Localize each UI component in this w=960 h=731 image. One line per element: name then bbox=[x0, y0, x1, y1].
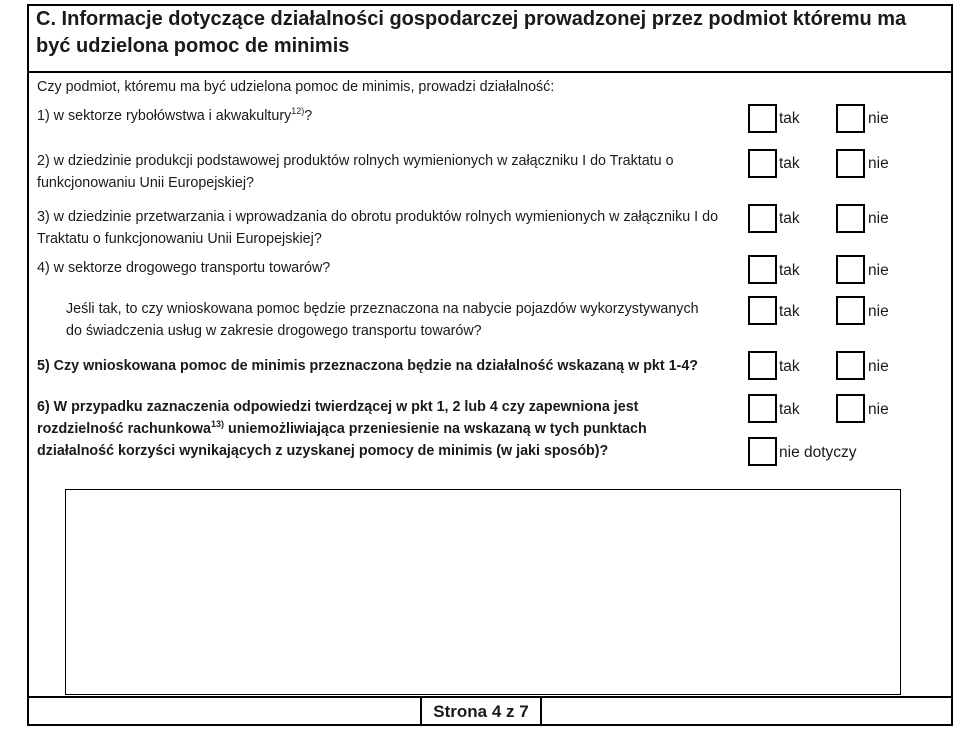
question-3: 3) w dziedzinie przetwarzania i wprowadzania do obrotu produktów rolnych wymienionych w załączniku I do Traktatu o funkcjonowaniu Unii Europejskiej? bbox=[37, 209, 719, 247]
q1-yes-checkbox[interactable] bbox=[748, 104, 777, 133]
section-title: C. Informacje dotyczące działalności gospodarczej prowadzonej przez podmiot któremu ma być udzielona pomoc de minimis bbox=[36, 8, 907, 57]
q3-no-checkbox[interactable] bbox=[836, 204, 865, 233]
title-divider bbox=[29, 71, 951, 73]
question-1-tail: ? bbox=[304, 108, 313, 124]
question-1 bbox=[37, 105, 312, 127]
q6-not-applicable-label: nie dotyczy bbox=[779, 444, 857, 461]
footnote-ref-12: 12) bbox=[291, 106, 305, 117]
question-6-line-3: działalność korzyści wynikających z uzyskanej pomocy de minimis (w jaki sposób)? bbox=[37, 443, 609, 459]
q4a-yes-checkbox[interactable] bbox=[748, 296, 777, 325]
question-2: 2) w dziedzinie produkcji podstawowej produktów rolnych wymienionych w załączniku I do Traktatu o funkcjonowaniu Unii Europejskiej? bbox=[37, 153, 674, 191]
q5-no-label: nie bbox=[868, 358, 889, 375]
q6-no-label: nie bbox=[868, 401, 889, 418]
q2-no-checkbox[interactable] bbox=[836, 149, 865, 178]
q6-not-applicable-checkbox[interactable] bbox=[748, 437, 777, 466]
q4-yes-checkbox[interactable] bbox=[748, 255, 777, 284]
question-4a: Jeśli tak, to czy wnioskowana pomoc będzie przeznaczona na nabycie pojazdów wykorzystywanych do świadczenia usług w zakresie drogowego transportu towarów? bbox=[66, 301, 699, 339]
q4a-yes-label: tak bbox=[779, 303, 800, 320]
footnote-ref-13: 13) bbox=[211, 419, 225, 430]
q3-yes-checkbox[interactable] bbox=[748, 204, 777, 233]
q6-yes-label: tak bbox=[779, 401, 800, 418]
q1-no-label: nie bbox=[868, 110, 889, 127]
question-6-line-2a: rozdzielność rachunkowa bbox=[37, 421, 211, 437]
q5-yes-label: tak bbox=[779, 358, 800, 375]
question-4: 4) w sektorze drogowego transportu towarów? bbox=[37, 260, 331, 276]
question-6-line-1: 6) W przypadku zaznaczenia odpowiedzi twierdzącej w pkt 1, 2 lub 4 czy zapewniona jest bbox=[37, 399, 639, 415]
q3-no-label: nie bbox=[868, 210, 889, 227]
q4-no-checkbox[interactable] bbox=[836, 255, 865, 284]
q1-yes-label: tak bbox=[779, 110, 800, 127]
q4-yes-label: tak bbox=[779, 262, 800, 279]
q6-no-checkbox[interactable] bbox=[836, 394, 865, 423]
q6-answer-textbox[interactable] bbox=[65, 489, 901, 695]
q1-no-checkbox[interactable] bbox=[836, 104, 865, 133]
footer-divider bbox=[29, 696, 951, 698]
question-6 bbox=[37, 396, 647, 462]
question-5: 5) Czy wnioskowana pomoc de minimis przeznaczona będzie na działalność wskazaną w pkt 1-4? bbox=[37, 358, 699, 374]
q5-no-checkbox[interactable] bbox=[836, 351, 865, 380]
q2-yes-label: tak bbox=[779, 155, 800, 172]
question-6-line-2 bbox=[37, 418, 647, 440]
footer-separator-right bbox=[540, 698, 542, 724]
q2-yes-checkbox[interactable] bbox=[748, 149, 777, 178]
q6-yes-checkbox[interactable] bbox=[748, 394, 777, 423]
q5-yes-checkbox[interactable] bbox=[748, 351, 777, 380]
intro-question: Czy podmiot, któremu ma być udzielona pomoc de minimis, prowadzi działalność: bbox=[37, 79, 555, 95]
q3-yes-label: tak bbox=[779, 210, 800, 227]
q4-no-label: nie bbox=[868, 262, 889, 279]
q4a-no-label: nie bbox=[868, 303, 889, 320]
q4a-no-checkbox[interactable] bbox=[836, 296, 865, 325]
question-1-text: 1) w sektorze rybołówstwa i akwakultury bbox=[37, 108, 292, 124]
q2-no-label: nie bbox=[868, 155, 889, 172]
page-number: Strona 4 z 7 bbox=[433, 702, 529, 721]
question-6-line-2b: uniemożliwiająca przeniesienie na wskazaną w tych punktach bbox=[224, 421, 647, 437]
